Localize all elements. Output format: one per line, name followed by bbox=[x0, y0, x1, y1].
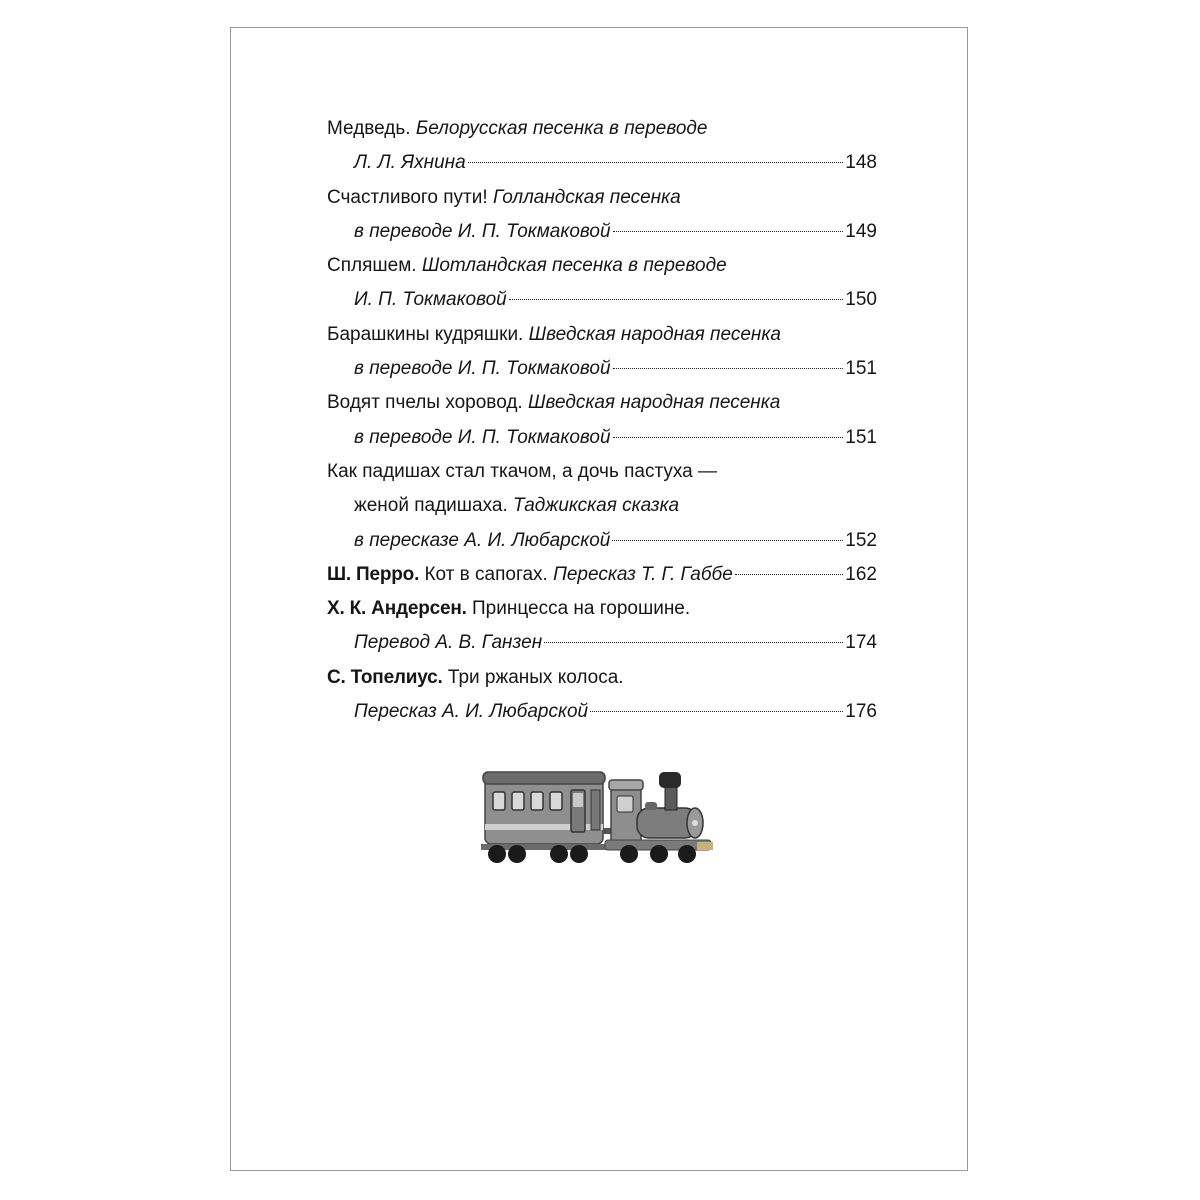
entry-note: в переводе И. П. Токмаковой bbox=[354, 220, 611, 242]
dot-leader bbox=[612, 540, 843, 541]
toc-entry-title-line bbox=[327, 455, 877, 489]
entry-note: Таджикская сказка bbox=[513, 495, 680, 517]
toc-entry-page-line bbox=[327, 626, 877, 660]
entry-note: в пересказе А. И. Любарской bbox=[354, 529, 611, 551]
entry-title: Барашкины кудряшки. bbox=[327, 323, 524, 345]
dot-leader bbox=[509, 299, 844, 300]
book-page bbox=[230, 27, 968, 1171]
dot-leader bbox=[590, 711, 843, 712]
toc-entry-page-line bbox=[327, 215, 877, 249]
entry-note: Белорусская песенка в переводе bbox=[415, 118, 708, 139]
entry-note: Перевод А. В. Ганзен bbox=[354, 632, 543, 654]
toc-entry-title-line bbox=[327, 592, 877, 626]
entry-note: И. П. Токмаковой bbox=[354, 289, 507, 311]
toc-entry-page-line bbox=[327, 558, 877, 592]
dot-leader bbox=[613, 368, 844, 369]
toc-entry-page-line bbox=[327, 524, 877, 558]
entry-note: в переводе И. П. Токмаковой bbox=[354, 358, 611, 380]
toc-entry-page-line bbox=[327, 283, 877, 317]
page-number: 162 bbox=[845, 563, 877, 585]
entry-title: Медведь. bbox=[327, 118, 411, 139]
page-number: 174 bbox=[845, 632, 877, 654]
page-number: 151 bbox=[845, 358, 877, 380]
toc-entry-title-line bbox=[327, 318, 877, 352]
entry-title: Как падишах стал ткачом, а дочь пастуха — bbox=[327, 460, 718, 482]
toc-entry-title-line bbox=[327, 181, 877, 215]
page-number: 148 bbox=[845, 152, 877, 174]
page-number: 176 bbox=[845, 701, 877, 723]
entry-title: женой падишаха. bbox=[354, 495, 508, 517]
toc-entry-page-line bbox=[327, 695, 877, 729]
page-number: 152 bbox=[845, 529, 877, 551]
entry-title: Спляшем. bbox=[327, 255, 417, 277]
entry-title: Три ржаных колоса. bbox=[447, 666, 624, 688]
toc-entry-title-line bbox=[327, 386, 877, 420]
toc-entry-title-line bbox=[327, 112, 877, 146]
toc-entry-title-line bbox=[327, 249, 877, 283]
entry-note: Шотландская песенка в переводе bbox=[421, 255, 727, 277]
page-number: 151 bbox=[845, 426, 877, 448]
entry-note: Шведская народная песенка bbox=[528, 392, 781, 414]
entry-author: С. Топелиус. bbox=[327, 666, 443, 688]
dot-leader bbox=[468, 162, 844, 163]
entry-author: Ш. Перро. bbox=[327, 563, 420, 585]
entry-note: Голландская песенка bbox=[492, 186, 681, 208]
entry-author: Х. К. Андерсен. bbox=[327, 598, 467, 620]
toc-entry-page-line bbox=[327, 146, 877, 180]
entry-note: в переводе И. П. Токмаковой bbox=[354, 426, 611, 448]
entry-note: Пересказ А. И. Любарской bbox=[354, 701, 589, 723]
entry-note: Шведская народная песенка bbox=[528, 323, 781, 345]
entry-title: Счастливого пути! bbox=[327, 186, 488, 208]
entry-title: Кот в сапогах. bbox=[424, 563, 548, 585]
page-number: 149 bbox=[845, 220, 877, 242]
entry-title: Водят пчелы хоровод. bbox=[327, 392, 523, 414]
dot-leader bbox=[613, 231, 844, 232]
toy-train-icon bbox=[479, 766, 719, 866]
entry-note: Л. Л. Яхнина bbox=[354, 152, 466, 174]
dot-leader bbox=[613, 437, 844, 438]
dot-leader bbox=[735, 574, 844, 575]
toc-entry-title-line bbox=[327, 489, 877, 523]
toc-entry-page-line bbox=[327, 352, 877, 386]
page-number: 150 bbox=[845, 289, 877, 311]
dot-leader bbox=[544, 642, 843, 643]
entry-note: Пересказ Т. Г. Габбе bbox=[553, 563, 733, 585]
table-of-contents bbox=[327, 112, 877, 729]
entry-title: Принцесса на горошине. bbox=[472, 598, 691, 620]
toc-entry-page-line bbox=[327, 421, 877, 455]
toc-entry-title-line bbox=[327, 661, 877, 695]
